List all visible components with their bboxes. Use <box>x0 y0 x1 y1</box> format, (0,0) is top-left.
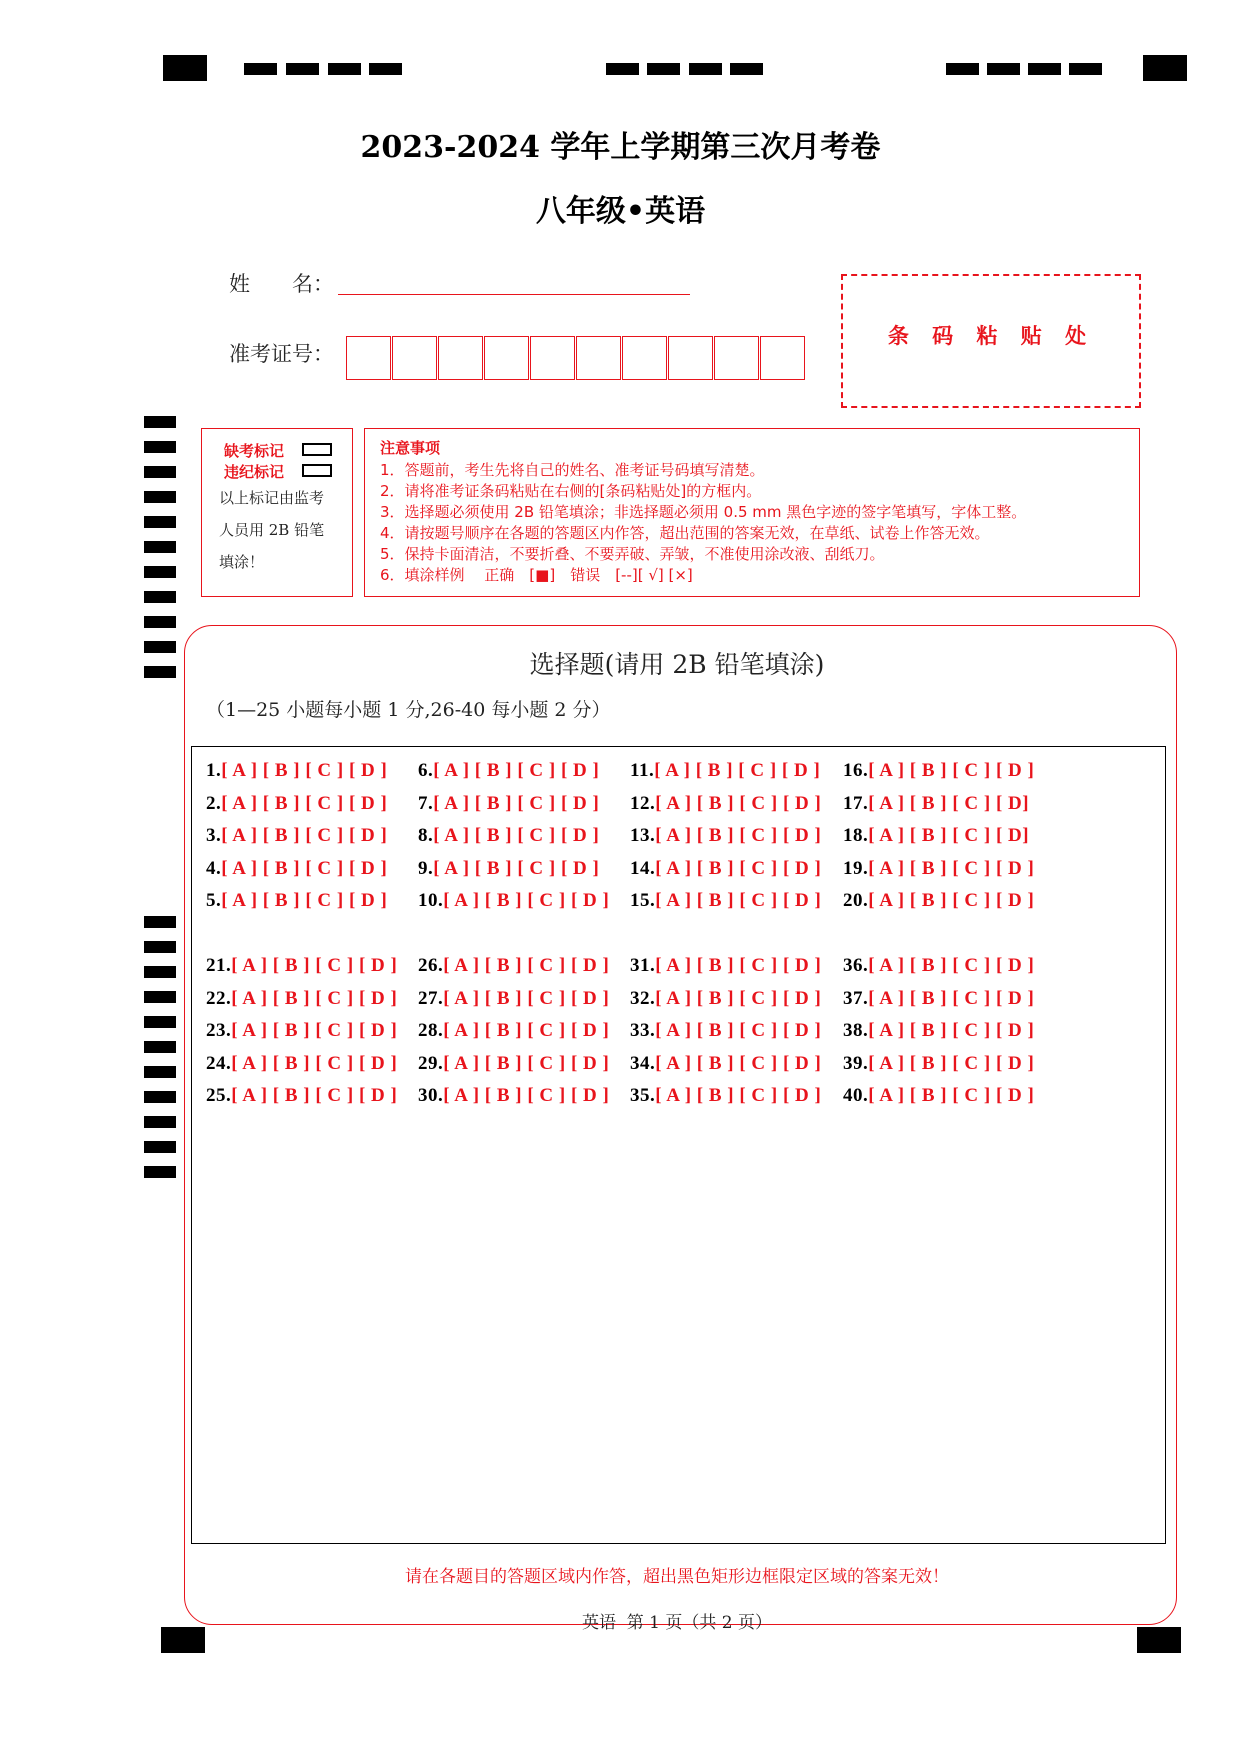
question-number: 32. <box>630 988 656 1009</box>
timing-mark <box>1028 63 1061 75</box>
timing-mark <box>144 541 176 553</box>
timing-mark <box>144 591 176 603</box>
timing-mark <box>144 1066 176 1078</box>
question-number: 14. <box>630 858 656 879</box>
boundary-warning: 请在各题目的答题区域内作答，超出黑色矩形边框限定区域的答案无效！ <box>405 1567 949 1587</box>
question-row[interactable] <box>206 760 387 782</box>
question-number: 30. <box>418 1085 444 1106</box>
answer-options[interactable]: [ A ] [ B ] [ C ] [ D] <box>868 825 1030 846</box>
question-row[interactable] <box>843 955 1034 977</box>
question-number: 8. <box>418 825 434 846</box>
id-digit-box[interactable] <box>576 336 621 380</box>
notice-item: 5．保持卡面清洁，不要折叠、不要弄破、弄皱，不准使用涂改液、刮纸刀。 <box>380 545 885 563</box>
name-input-line[interactable] <box>338 294 690 295</box>
question-row[interactable] <box>843 1085 1034 1107</box>
question-row[interactable] <box>418 1085 609 1107</box>
answer-options[interactable]: [ A ] [ B ] [ C ] [ D ] <box>231 1020 398 1041</box>
timing-mark <box>144 491 176 503</box>
answer-options[interactable]: [ A ] [ B ] [ C ] [ D ] <box>868 858 1035 879</box>
timing-mark <box>987 63 1020 75</box>
id-digit-box[interactable] <box>392 336 437 380</box>
answer-options[interactable]: [ A ] [ B ] [ C ] [ D] <box>868 793 1030 814</box>
marks-note-line2: 人员用 2B 铅笔 <box>219 521 325 539</box>
answer-options[interactable]: [ A ] [ B ] [ C ] [ D ] <box>868 890 1035 911</box>
timing-mark <box>144 466 176 478</box>
question-number: 23. <box>206 1020 232 1041</box>
timing-mark <box>1069 63 1102 75</box>
timing-mark <box>369 63 402 75</box>
question-row[interactable] <box>418 793 599 815</box>
timing-mark <box>144 916 176 928</box>
question-number: 27. <box>418 988 444 1009</box>
section-subtitle: （1—25 小题每小题 1 分,26-40 每小题 2 分） <box>206 699 611 721</box>
answer-options[interactable]: [ A ] [ B ] [ C ] [ D ] <box>443 1020 610 1041</box>
timing-mark <box>328 63 361 75</box>
answer-options[interactable]: [ A ] [ B ] [ C ] [ D ] <box>443 1085 610 1106</box>
answer-options[interactable]: [ A ] [ B ] [ C ] [ D ] <box>868 760 1035 781</box>
question-row[interactable] <box>843 1020 1034 1042</box>
timing-mark <box>144 966 176 978</box>
question-number: 39. <box>843 1053 869 1074</box>
answer-options[interactable]: [ A ] [ B ] [ C ] [ D ] <box>443 988 610 1009</box>
answer-options[interactable]: [ A ] [ B ] [ C ] [ D ] <box>655 1020 822 1041</box>
question-number: 35. <box>630 1085 656 1106</box>
answer-options[interactable]: [ A ] [ B ] [ C ] [ D ] <box>655 1053 822 1074</box>
answer-options[interactable]: [ A ] [ B ] [ C ] [ D ] <box>433 825 600 846</box>
question-row[interactable] <box>418 1020 609 1042</box>
notice-title: 注意事项 <box>380 439 441 457</box>
question-row[interactable] <box>206 858 387 880</box>
question-number: 9. <box>418 858 434 879</box>
answer-options[interactable]: [ A ] [ B ] [ C ] [ D ] <box>433 858 600 879</box>
answer-options[interactable]: [ A ] [ B ] [ C ] [ D ] <box>655 825 822 846</box>
id-label: 准考证号： <box>229 342 334 366</box>
answer-options[interactable]: [ A ] [ B ] [ C ] [ D ] <box>443 955 610 976</box>
question-number: 15. <box>630 890 656 911</box>
question-number: 24. <box>206 1053 232 1074</box>
question-row[interactable] <box>843 988 1034 1010</box>
timing-mark <box>244 63 277 75</box>
question-number: 16. <box>843 760 869 781</box>
timing-mark <box>647 63 680 75</box>
exam-title: 2023-2024 学年上学期第三次月考卷 <box>360 130 881 165</box>
timing-mark <box>144 416 176 428</box>
answer-options[interactable]: [ A ] [ B ] [ C ] [ D ] <box>231 1053 398 1074</box>
answer-options[interactable]: [ A ] [ B ] [ C ] [ D ] <box>231 955 398 976</box>
page-footer: 英语 第 1 页（共 2 页） <box>581 1613 773 1633</box>
timing-mark <box>144 1141 176 1153</box>
marks-note-line1: 以上标记由监考 <box>219 489 325 507</box>
timing-mark <box>144 616 176 628</box>
question-number: 20. <box>843 890 869 911</box>
question-row[interactable] <box>206 1053 397 1075</box>
timing-mark <box>946 63 979 75</box>
question-row[interactable] <box>206 1020 397 1042</box>
question-number: 31. <box>630 955 656 976</box>
question-row[interactable] <box>418 825 599 847</box>
answer-options[interactable]: [ A ] [ B ] [ C ] [ D ] <box>221 760 388 781</box>
timing-mark <box>730 63 763 75</box>
answer-options[interactable]: [ A ] [ B ] [ C ] [ D ] <box>221 890 388 911</box>
id-digit-box[interactable] <box>668 336 713 380</box>
question-number: 6. <box>418 760 434 781</box>
id-digit-box[interactable] <box>438 336 483 380</box>
timing-mark <box>606 63 639 75</box>
notice-item: 2．请将准考证条码粘贴在右侧的[条码粘贴处]的方框内。 <box>380 482 762 500</box>
violation-mark-label: 违纪标记 <box>224 463 285 481</box>
question-number: 19. <box>843 858 869 879</box>
proctor-marks-box <box>201 428 353 597</box>
question-row[interactable] <box>630 858 821 880</box>
question-number: 13. <box>630 825 656 846</box>
question-row[interactable] <box>630 1053 821 1075</box>
id-digit-box[interactable] <box>760 336 805 380</box>
timing-mark <box>144 566 176 578</box>
timing-mark <box>144 1116 176 1128</box>
corner-mark-bottom-right <box>1137 1627 1181 1653</box>
question-row[interactable] <box>418 955 609 977</box>
question-number: 4. <box>206 858 222 879</box>
answer-options[interactable]: [ A ] [ B ] [ C ] [ D ] <box>654 760 821 781</box>
answer-options[interactable]: [ A ] [ B ] [ C ] [ D ] <box>433 760 600 781</box>
absent-mark-box[interactable] <box>302 443 332 456</box>
question-number: 18. <box>843 825 869 846</box>
name-label: 姓 名： <box>229 272 334 296</box>
timing-mark <box>144 1041 176 1053</box>
question-number: 5. <box>206 890 222 911</box>
question-row[interactable] <box>418 988 609 1010</box>
answer-options[interactable]: [ A ] [ B ] [ C ] [ D ] <box>868 1085 1035 1106</box>
question-number: 40. <box>843 1085 869 1106</box>
answer-options[interactable]: [ A ] [ B ] [ C ] [ D ] <box>655 890 822 911</box>
question-number: 3. <box>206 825 222 846</box>
marks-note-line3: 填涂！ <box>219 553 265 571</box>
question-number: 33. <box>630 1020 656 1041</box>
question-number: 22. <box>206 988 232 1009</box>
answer-options[interactable]: [ A ] [ B ] [ C ] [ D ] <box>221 825 388 846</box>
question-row[interactable] <box>630 1020 821 1042</box>
question-row[interactable] <box>206 793 387 815</box>
question-row[interactable] <box>630 793 821 815</box>
timing-mark <box>144 1091 176 1103</box>
question-row[interactable] <box>630 825 821 847</box>
question-row[interactable] <box>206 1085 397 1107</box>
answer-options[interactable]: [ A ] [ B ] [ C ] [ D ] <box>655 955 822 976</box>
answer-options[interactable]: [ A ] [ B ] [ C ] [ D ] <box>868 1053 1035 1074</box>
question-number: 28. <box>418 1020 444 1041</box>
id-digit-box[interactable] <box>484 336 529 380</box>
question-number: 21. <box>206 955 232 976</box>
question-number: 17. <box>843 793 869 814</box>
question-number: 12. <box>630 793 656 814</box>
id-digit-box[interactable] <box>714 336 759 380</box>
question-row[interactable] <box>843 858 1034 880</box>
corner-mark-top-right <box>1143 55 1187 81</box>
timing-mark <box>144 991 176 1003</box>
question-number: 26. <box>418 955 444 976</box>
section-title: 选择题(请用 2B 铅笔填涂) <box>529 650 825 679</box>
answer-options[interactable]: [ A ] [ B ] [ C ] [ D ] <box>655 988 822 1009</box>
answer-options[interactable]: [ A ] [ B ] [ C ] [ D ] <box>655 1085 822 1106</box>
timing-mark <box>144 516 176 528</box>
answer-options[interactable]: [ A ] [ B ] [ C ] [ D ] <box>221 858 388 879</box>
question-row[interactable] <box>843 760 1034 782</box>
question-number: 38. <box>843 1020 869 1041</box>
question-row[interactable] <box>843 793 1029 815</box>
question-number: 36. <box>843 955 869 976</box>
answer-options[interactable]: [ A ] [ B ] [ C ] [ D ] <box>231 988 398 1009</box>
answer-options[interactable]: [ A ] [ B ] [ C ] [ D ] <box>221 793 388 814</box>
question-number: 7. <box>418 793 434 814</box>
answer-options[interactable]: [ A ] [ B ] [ C ] [ D ] <box>443 1053 610 1074</box>
timing-mark <box>144 1166 176 1178</box>
question-row[interactable] <box>630 1085 821 1107</box>
notice-item: 4．请按题号顺序在各题的答题区内作答，超出范围的答案无效，在草纸、试卷上作答无效。 <box>380 524 990 542</box>
answer-options[interactable]: [ A ] [ B ] [ C ] [ D ] <box>433 793 600 814</box>
timing-mark <box>689 63 722 75</box>
question-row[interactable] <box>418 858 599 880</box>
timing-mark <box>144 441 176 453</box>
answer-options[interactable]: [ A ] [ B ] [ C ] [ D ] <box>868 955 1035 976</box>
notice-item: 1．答题前，考生先将自己的姓名、准考证号码填写清楚。 <box>380 461 765 479</box>
question-row[interactable] <box>418 760 599 782</box>
question-row[interactable] <box>206 890 387 912</box>
question-number: 29. <box>418 1053 444 1074</box>
answer-options[interactable]: [ A ] [ B ] [ C ] [ D ] <box>868 988 1035 1009</box>
notice-item: 6．填涂样例 正确 [■] 错误 [--][ √] [×] <box>380 566 693 584</box>
id-digit-box[interactable] <box>622 336 667 380</box>
timing-mark <box>144 941 176 953</box>
question-row[interactable] <box>843 1053 1034 1075</box>
question-number: 25. <box>206 1085 232 1106</box>
question-number: 2. <box>206 793 222 814</box>
timing-mark <box>144 1016 176 1028</box>
answer-options[interactable]: [ A ] [ B ] [ C ] [ D ] <box>655 858 822 879</box>
absent-mark-label: 缺考标记 <box>224 442 285 460</box>
corner-mark-bottom-left <box>161 1627 205 1653</box>
notice-item: 3．选择题必须使用 2B 铅笔填涂；非选择题必须用 0.5 mm 黑色字迹的签字笔填写，字体工整。 <box>380 503 1027 521</box>
question-number: 10. <box>418 890 444 911</box>
barcode-area <box>841 274 1141 408</box>
violation-mark-box[interactable] <box>302 464 332 477</box>
id-digit-box[interactable] <box>530 336 575 380</box>
corner-mark-top-left <box>163 55 207 81</box>
question-row[interactable] <box>843 825 1029 847</box>
answer-options[interactable]: [ A ] [ B ] [ C ] [ D ] <box>868 1020 1035 1041</box>
question-row[interactable] <box>206 988 397 1010</box>
question-row[interactable] <box>630 955 821 977</box>
question-row[interactable] <box>630 890 821 912</box>
timing-mark <box>286 63 319 75</box>
barcode-label: 条 码 粘 贴 处 <box>887 324 1095 348</box>
question-number: 37. <box>843 988 869 1009</box>
question-row[interactable] <box>630 760 820 782</box>
answer-options[interactable]: [ A ] [ B ] [ C ] [ D ] <box>231 1085 398 1106</box>
question-row[interactable] <box>206 825 387 847</box>
question-row[interactable] <box>843 890 1034 912</box>
question-number: 34. <box>630 1053 656 1074</box>
answer-options[interactable]: [ A ] [ B ] [ C ] [ D ] <box>443 890 610 911</box>
question-row[interactable] <box>418 890 609 912</box>
question-row[interactable] <box>206 955 397 977</box>
question-number: 1. <box>206 760 222 781</box>
question-number: 11. <box>630 760 655 781</box>
answer-options[interactable]: [ A ] [ B ] [ C ] [ D ] <box>655 793 822 814</box>
question-row[interactable] <box>418 1053 609 1075</box>
exam-subtitle: 八年级•英语 <box>535 194 706 229</box>
question-row[interactable] <box>630 988 821 1010</box>
id-digit-box[interactable] <box>346 336 391 380</box>
